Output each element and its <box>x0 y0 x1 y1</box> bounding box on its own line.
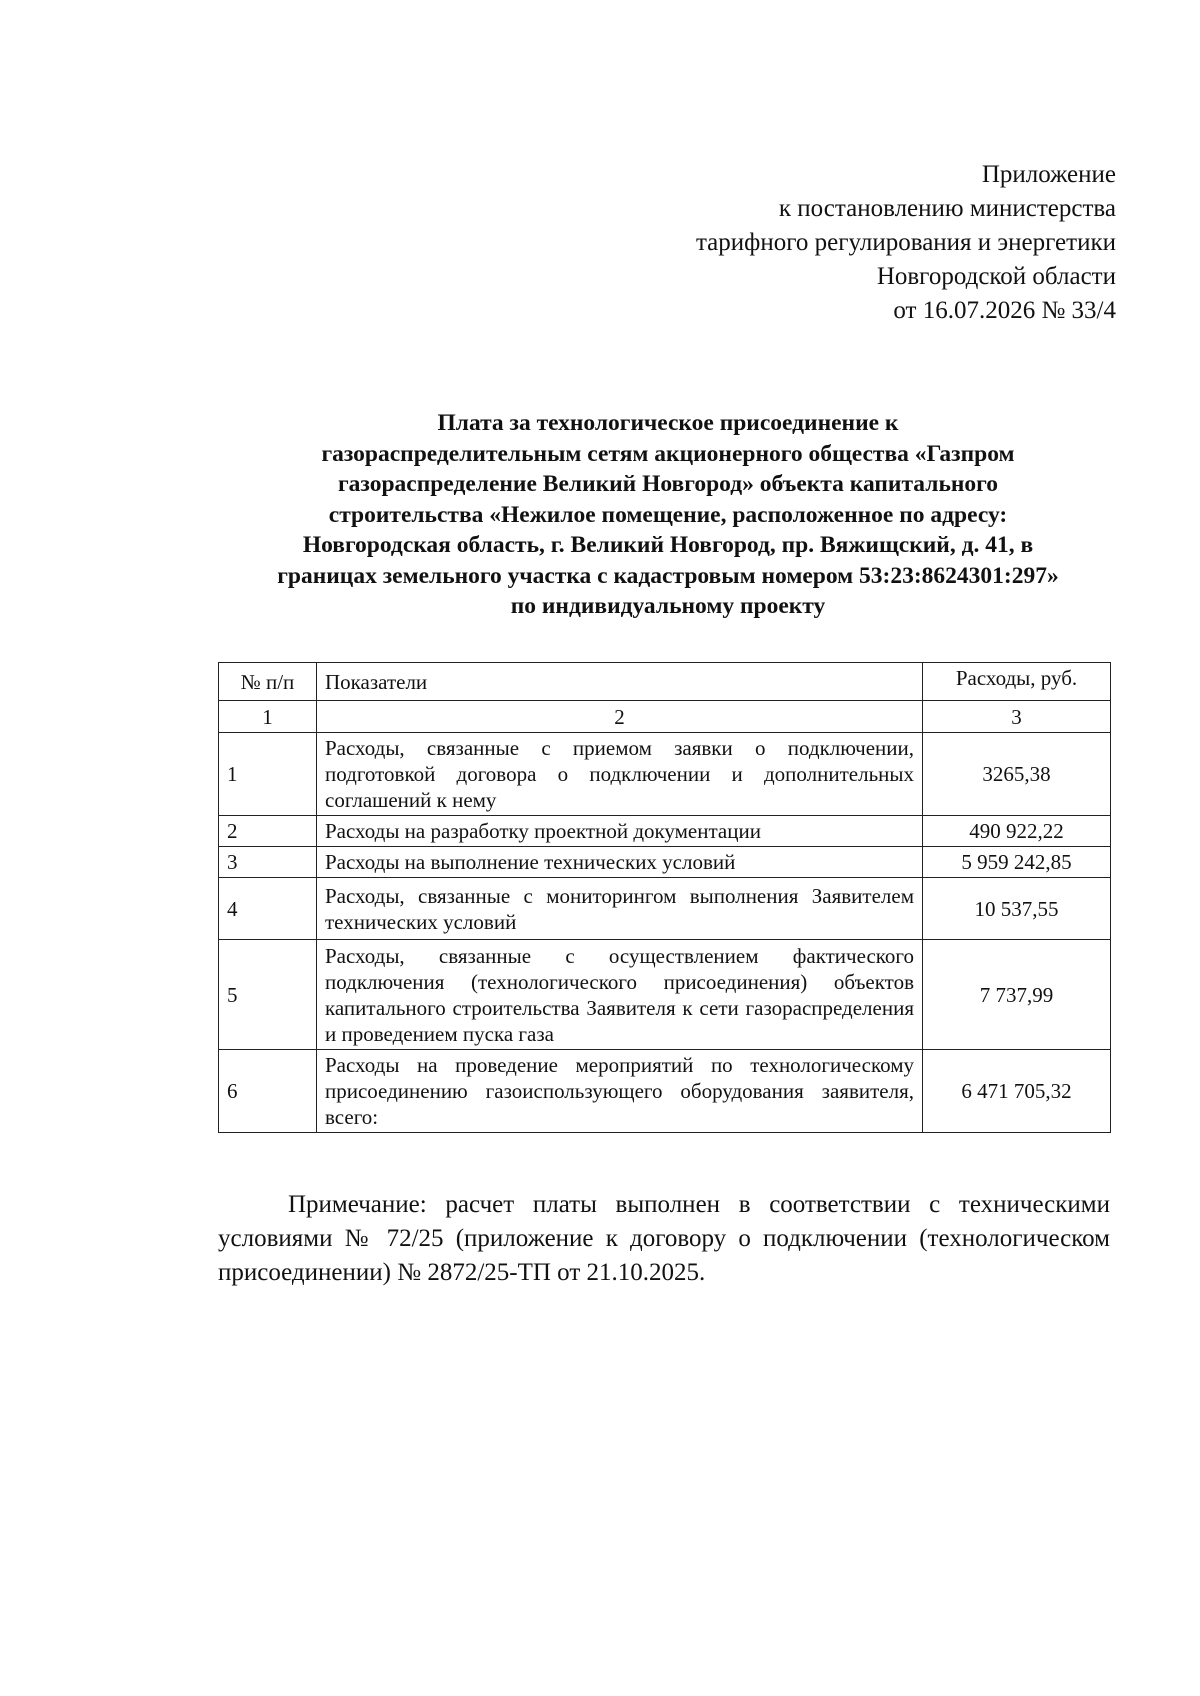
tariff-table <box>218 662 1111 1133</box>
row-number-cell: 2 <box>219 816 317 847</box>
header-cell-number: № п/п <box>219 663 317 701</box>
title-line: Плата за технологическое присоединение к <box>437 410 899 436</box>
row-number-cell: 4 <box>219 878 317 940</box>
column-number-cell: 3 <box>923 701 1111 733</box>
row-indicator-cell: Расходы, связанные с осуществлением фактического подключения (технологического присоединения) объектов капитального строительства Заявителя к сети газораспределения и проведением пуска газа <box>317 940 923 1050</box>
header-cell-expenses: Расходы, руб. <box>923 663 1111 701</box>
calculation-note: Примечание: расчет платы выполнен в соответствии с техническими условиями № 72/25 (приложение к договору о подключении (технологическом присоединении) № 2872/25-ТП от 21.10.2025. <box>218 1191 1110 1286</box>
row-expense-cell: 7 737,99 <box>923 940 1111 1050</box>
row-indicator-cell: Расходы на выполнение технических условий <box>317 847 923 878</box>
row-expense-cell: 3265,38 <box>923 733 1111 816</box>
table-row <box>219 878 1111 940</box>
title-line: по индивидуальному проекту <box>510 593 826 619</box>
row-indicator-cell: Расходы на проведение мероприятий по технологическому присоединению газоиспользующего оборудования заявителя, всего: <box>317 1050 923 1133</box>
column-number-cell: 1 <box>219 701 317 733</box>
appendix-header <box>496 158 1116 328</box>
header-cell-indicators: Показатели <box>317 663 923 701</box>
table-row <box>219 733 1111 816</box>
header-line: Новгородской области <box>876 263 1116 290</box>
column-number-row <box>219 701 1111 733</box>
row-expense-cell: 490 922,22 <box>923 816 1111 847</box>
row-number-cell: 6 <box>219 1050 317 1133</box>
table-header-row <box>219 663 1111 701</box>
table-row <box>219 847 1111 878</box>
title-line: строительства «Нежилое помещение, расположенное по адресу: <box>328 501 1008 528</box>
row-number-cell: 3 <box>219 847 317 878</box>
header-line: от 16.07.2026 № 33/4 <box>893 297 1116 324</box>
row-indicator-cell: Расходы, связанные с мониторингом выполнения Заявителем технических условий <box>317 878 923 940</box>
header-line: тарифного регулирования и энергетики <box>695 229 1116 256</box>
row-expense-cell: 10 537,55 <box>923 878 1111 940</box>
row-number-cell: 1 <box>219 733 317 816</box>
table-row <box>219 940 1111 1050</box>
row-expense-cell: 6 471 705,32 <box>923 1050 1111 1133</box>
title-line: границах земельного участка с кадастровым номером 53:23:8624301:297» <box>277 562 1059 589</box>
row-indicator-cell: Расходы на разработку проектной документации <box>317 816 923 847</box>
header-line: к постановлению министерства <box>778 195 1116 222</box>
title-line: газораспределение Великий Новгород» объекта капитального <box>338 471 998 497</box>
document-title <box>218 408 1118 622</box>
header-line: Приложение <box>981 161 1116 188</box>
table-row <box>219 1050 1111 1133</box>
column-number-cell: 2 <box>317 701 923 733</box>
title-line: Новгородская область, г. Великий Новгород, пр. Вяжищский, д. 41, в <box>302 532 1034 558</box>
row-expense-cell: 5 959 242,85 <box>923 847 1111 878</box>
row-indicator-cell: Расходы, связанные с приемом заявки о подключении, подготовкой договора о подключении и дополнительных соглашений к нему <box>317 733 923 816</box>
table-row <box>219 816 1111 847</box>
row-number-cell: 5 <box>219 940 317 1050</box>
title-line: газораспределительным сетям акционерного общества «Газпром <box>321 440 1015 467</box>
